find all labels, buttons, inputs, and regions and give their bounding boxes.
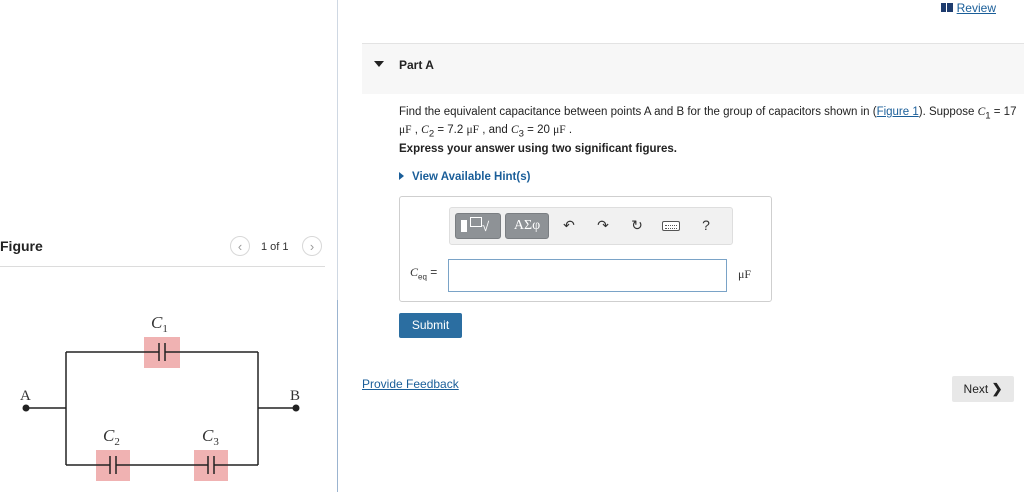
keyboard-icon[interactable] xyxy=(662,221,680,231)
answer-input[interactable] xyxy=(448,259,727,292)
greek-symbols-button[interactable]: ΑΣφ xyxy=(505,213,549,239)
circuit-wires xyxy=(26,352,296,465)
submit-button[interactable]: Submit xyxy=(399,313,462,338)
reset-icon[interactable]: ↻ xyxy=(631,217,643,233)
hints-label: View Available Hint(s) xyxy=(412,171,531,183)
answer-box xyxy=(399,196,772,302)
label-c3: $C_3$ xyxy=(202,426,219,448)
part-title: Part A xyxy=(399,58,434,72)
provide-feedback-link[interactable]: Provide Feedback xyxy=(362,377,459,391)
label-c1: $C_1$ xyxy=(151,313,168,335)
capacitor-c2 xyxy=(96,450,130,481)
answer-label: $C_{eq}$ = xyxy=(410,265,438,282)
caret-right-icon xyxy=(399,172,404,180)
figure-header xyxy=(0,234,325,267)
capacitor-c3 xyxy=(194,450,228,481)
chevron-left-icon[interactable]: ‹ xyxy=(230,236,250,256)
review-label: Review xyxy=(956,1,996,15)
terminal-a xyxy=(23,405,30,412)
label-a: A xyxy=(20,388,31,404)
instruction-text: Express your answer using two significant figures. xyxy=(399,143,677,155)
templates-icon[interactable]: √ xyxy=(455,213,501,239)
math-toolbar xyxy=(449,207,733,245)
next-label: Next xyxy=(963,382,989,396)
capacitor-c1 xyxy=(144,337,180,368)
question-text: Find the equivalent capacitance between points A and B for the group of capacitors shown in (Figure 1). Suppose $C_1 = 17$ μF , $C_2 = 7.2$ μF , and $C_3 = 20$ μF . xyxy=(399,106,1017,140)
capacitor-circuit-figure xyxy=(0,300,330,490)
redo-icon[interactable]: ↷ xyxy=(597,217,609,233)
label-c2: $C_2$ xyxy=(103,426,120,448)
part-a-header[interactable] xyxy=(362,43,1024,94)
review-link[interactable] xyxy=(941,1,996,15)
undo-icon[interactable]: ↶ xyxy=(563,217,575,233)
caret-down-icon[interactable] xyxy=(374,61,384,67)
figure-title: Figure xyxy=(0,238,43,254)
help-icon[interactable]: ? xyxy=(702,217,710,233)
answer-unit: μF xyxy=(738,267,752,281)
chevron-right-icon: ❯ xyxy=(991,381,1003,396)
book-icon xyxy=(941,3,953,12)
chevron-right-icon[interactable]: › xyxy=(302,236,322,256)
figure-pager: 1 of 1 xyxy=(261,241,289,253)
figure-1-link[interactable]: Figure 1 xyxy=(876,106,919,118)
next-button[interactable] xyxy=(952,376,1014,402)
view-hints-toggle[interactable] xyxy=(399,171,530,183)
terminal-b xyxy=(293,405,300,412)
panel-divider-accent xyxy=(337,300,338,492)
label-b: B xyxy=(290,388,301,404)
